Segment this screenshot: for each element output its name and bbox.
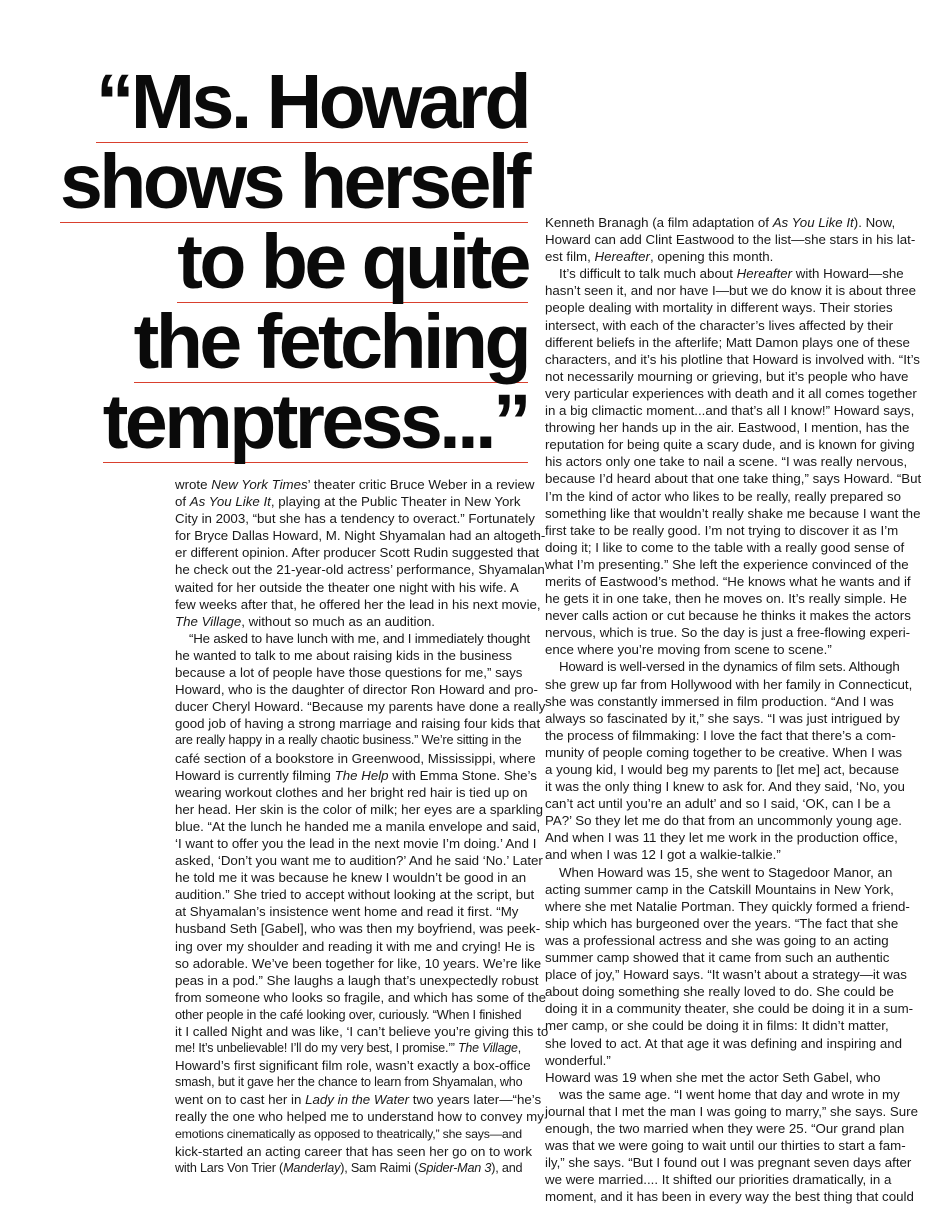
text-line: peas in a pod.” She laughs a laugh that’s unexpectedly robust	[175, 972, 539, 988]
text-line: in a big climactic moment...and that’s all I know!” Howard says,	[545, 403, 915, 419]
text-line: It’s difficult to talk much about Hereafter with Howard—she	[559, 266, 904, 282]
pull-quote-line-1: “Ms. Howard	[95, 59, 528, 145]
pull-quote-line-5: temptress...”	[102, 379, 528, 465]
text-line: it was the only thing I knew to ask for. And they said, ‘No, you	[545, 779, 905, 795]
text-line: very particular experiences with death and it all comes together	[545, 385, 917, 401]
text-line: always so fascinated by it,” she says. “I was just intrigued by	[545, 710, 900, 726]
text-line: place of joy,” Howard says. “It wasn’t about a strategy—it was	[545, 967, 907, 983]
text-line: about doing something she really loved to do. She could be	[545, 984, 894, 1000]
text-line: Howard is currently filming The Help with Emma Stone. She’s	[175, 767, 537, 783]
text-line: “He asked to have lunch with me, and I immediately thought	[189, 630, 530, 646]
left-column	[175, 476, 549, 1177]
text-line: he wanted to talk to me about raising kids in the business	[175, 647, 513, 663]
text-line: wonderful.”	[545, 1052, 611, 1068]
text-line: munity of people coming together to be creative. When I was	[545, 744, 902, 760]
text-line: throwing her hands up in the air. Eastwood, I mention, has the	[545, 420, 910, 436]
text-line: can’t act until you’re an adult’ and so I said, ‘OK, can I be a	[545, 796, 891, 812]
text-line: where she met Natalie Portman. They quickly formed a friend-	[545, 898, 910, 914]
text-line: few weeks after that, he offered her the lead in his next movie,	[175, 596, 541, 612]
text-line: Howard is well-versed in the dynamics of film sets. Although	[559, 659, 900, 675]
text-line: she grew up far from Hollywood with her family in Connecticut,	[545, 676, 913, 692]
text-line: smash, but it gave her the chance to learn from Shyamalan, who	[175, 1075, 523, 1090]
text-line: he told me it was because he knew I wouldn’t be good in an	[175, 870, 527, 886]
text-line: he gets it in one take, then he moves on. It’s really simple. He	[545, 591, 907, 607]
text-line: ily,” she says. “But I found out I was pregnant seven days after	[545, 1155, 912, 1171]
text-line: he check out the 21-year-old actress’ performance, Shyamalan	[175, 562, 545, 578]
text-line: kick-started an acting career that has seen her go on to work	[175, 1143, 532, 1159]
text-line: his actors only one take to nail a scene. “I was really nervous,	[545, 454, 908, 470]
text-line: went on to cast her in Lady in the Water two years later—“he’s	[175, 1092, 542, 1108]
text-line: other people in the café looking over, curiously. “When I finished	[175, 1006, 522, 1022]
text-line: City in 2003, “but she has a tendency to overact.” Fortunately	[175, 511, 535, 527]
text-line: and when I was 12 I got a walkie-talkie.”	[545, 847, 781, 863]
text-line: a young kid, I would beg my parents to [let me] act, because	[545, 762, 900, 777]
text-line: wrote New York Times’ theater critic Bruce Weber in a review	[175, 477, 535, 492]
text-line: acting summer camp in the Catskill Mountains in New York,	[545, 881, 894, 897]
text-line: what I’m presenting.” She left the experience convinced of the	[545, 556, 909, 572]
text-line: from someone who looks so fragile, and which has some of the	[175, 989, 547, 1005]
text-line: husband Seth [Gabel], who was then my boyfriend, was peek-	[175, 921, 541, 937]
text-line: with Lars Von Trier (Manderlay), Sam Raimi (Spider-Man 3), and	[175, 1160, 523, 1175]
text-line: hasn’t seen it, and nor have I—but we do know it is about three	[545, 283, 917, 299]
text-line: different beliefs in the afterlife; Matt Damon plays one of these	[545, 334, 910, 350]
text-line: really the one who helped me to understand how to convey my	[175, 1109, 544, 1125]
text-line: ship which has burgeoned over the years. “The fact that she	[545, 915, 899, 931]
text-line: never calls action or cut because he thinks it makes the actors	[545, 608, 911, 624]
text-line: Howard’s first significant film role, wasn’t exactly a box-office	[175, 1058, 531, 1074]
text-line: enough, the two married when they were 25. “Our grand plan	[545, 1120, 905, 1136]
text-line: waited for her outside the theater one night with his wife. A	[175, 579, 519, 595]
text-line: good job of having a strong marriage and raising four kids that	[175, 716, 541, 732]
text-line: characters, and it’s his plotline that Howard is involved with. “It’s	[545, 351, 920, 367]
pull-quote-line-4: the fetching	[133, 299, 528, 385]
text-line: not necessarily mourning or grieving, but it’s people who have	[545, 368, 909, 384]
text-line: merits of Eastwood’s method. “He knows what he wants and if	[545, 573, 911, 589]
text-line: ence where you’re moving from scene to scene.”	[545, 642, 832, 658]
text-line: The Village, without so much as an audition.	[175, 613, 435, 629]
text-line: mer camp, or she could be doing it in films: It didn’t matter,	[545, 1018, 889, 1034]
text-line: doing it; I like to come to the table with a really good sense of	[545, 539, 905, 555]
text-line: ‘I want to offer you the lead in the next movie I’m doing.’ And I	[175, 835, 537, 851]
text-line: so adorable. We’ve been together for like, 10 years. We’re like	[175, 955, 542, 971]
text-line: of As You Like It, playing at the Public Theater in New York	[175, 494, 521, 510]
text-line: Howard can add Clint Eastwood to the list—she stars in his lat-	[545, 232, 916, 248]
text-line: Howard was 19 when she met the actor Seth Gabel, who	[545, 1069, 881, 1085]
text-line: it I called Night and was like, ‘I can’t believe you’re giving this to	[175, 1024, 549, 1039]
text-line: because a lot of people have those questions for me,” says	[175, 665, 523, 681]
text-line: nervous, which is true. So the day is just a free-flowing experi-	[545, 625, 911, 641]
text-line: first take to be really good. I’m not trying to discover it as I’m	[545, 522, 899, 538]
text-line: we were married.... It shifted our priorities dramatically, in a	[545, 1172, 892, 1188]
text-line: PA?’ So they let me do that from an uncommonly young age.	[545, 813, 902, 829]
text-line: the process of filmmaking: I love the fact that there’s a com-	[545, 727, 896, 743]
text-line: people dealing with mortality in different ways. Their stories	[545, 300, 893, 316]
text-line: audition.” She tried to accept without looking at the script, but	[175, 887, 535, 903]
text-line: ing over my shoulder and reading it with me and crying! He is	[175, 938, 535, 954]
text-line: she loved to act. At that age it was defining and inspiring and	[545, 1035, 903, 1051]
text-line: me! It’s unbelievable! I’ll do my very best, I promise.’” The Village,	[175, 1041, 521, 1056]
pull-quote-line-3: to be quite	[177, 219, 528, 305]
text-line: er different opinion. After producer Scott Rudin suggested that	[175, 545, 540, 561]
text-line: blue. “At the lunch he handed me a manila envelope and said,	[175, 818, 541, 834]
text-line: summer camp showed that it came from such an authentic	[545, 950, 890, 966]
text-line: moment, and it has been in every way the best thing that could	[545, 1189, 914, 1205]
text-line: are really happy in a really chaotic business.” We’re sitting in the	[175, 733, 522, 748]
text-line: ducer Cheryl Howard. “Because my parents have done a really	[175, 699, 546, 715]
text-line: reputation for being quite a scary dude, and is known for giving	[545, 437, 915, 453]
text-line: was a professional actress and she was going to an acting	[545, 932, 889, 948]
text-line: her head. Her skin is the color of milk; her eyes are a sparkling	[175, 801, 544, 817]
text-line: emotions cinematically as opposed to theatrically,” she says—and	[175, 1126, 522, 1141]
text-line: intersect, with each of the character’s lives affected by their	[545, 317, 894, 333]
text-line: doing it in a community theater, she could be doing it in a sum-	[545, 1001, 914, 1017]
text-line: something like that wouldn’t really shake me because I want the	[545, 505, 921, 521]
text-line: wearing workout clothes and her bright red hair is tied up on	[175, 784, 528, 800]
text-line: she was constantly immersed in film production. “And I was	[545, 693, 894, 709]
text-line: was that we were going to wait until our thirties to start a fam-	[545, 1138, 906, 1154]
right-column	[545, 214, 922, 1205]
text-line: Howard, who is the daughter of director Ron Howard and pro-	[175, 682, 538, 698]
text-line: And when I was 11 they let me work in the production office,	[545, 830, 898, 846]
text-line: asked, ‘Don’t you want me to audition?’ And he said ‘No.’ Later	[175, 853, 543, 869]
text-line: Kenneth Branagh (a film adaptation of As You Like It). Now,	[545, 215, 896, 230]
text-line: was the same age. “I went home that day and wrote in my	[559, 1086, 900, 1102]
pull-quote-line-2: shows herself	[59, 139, 528, 225]
text-line: for Bryce Dallas Howard, M. Night Shyamalan had an altogeth-	[175, 528, 546, 544]
text-line: café section of a bookstore in Greenwood, Mississippi, where	[175, 750, 536, 766]
pull-quote	[14, 59, 528, 465]
text-line: because I’d heard about that one take thing,” says Howard. “But	[545, 471, 922, 487]
text-line: I’m the kind of actor who likes to be really, really prepared so	[545, 488, 901, 504]
text-line: journal that I met the man I was going to marry,” she says. Sure	[545, 1103, 918, 1119]
text-line: at Shyamalan’s insistence went home and read it first. “My	[175, 904, 519, 920]
text-line: est film, Hereafter, opening this month.	[545, 249, 774, 265]
text-line: When Howard was 15, she went to Stagedoor Manor, an	[559, 864, 893, 880]
